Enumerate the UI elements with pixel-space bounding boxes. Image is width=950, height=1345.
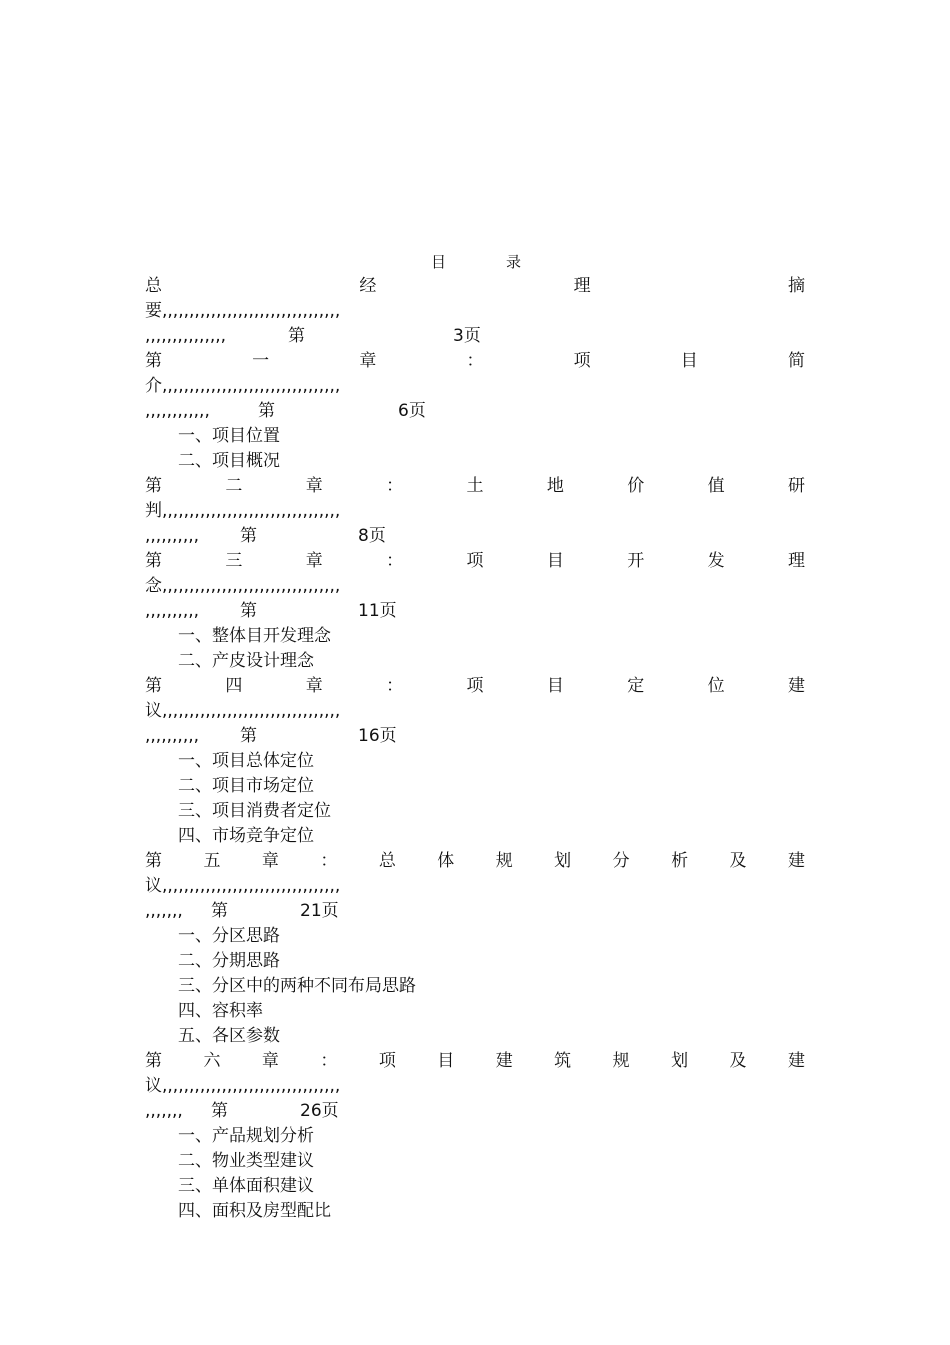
page-number: 26 (300, 1101, 322, 1121)
page-number: 21 (300, 901, 322, 921)
title-char: 规 (495, 851, 513, 871)
title-char: 值 (707, 476, 725, 496)
title-char: 议 (145, 701, 162, 721)
title-char: 定 (627, 676, 645, 696)
toc-subentry[interactable]: 二、物业类型建议 (178, 1151, 314, 1171)
title-char: 建 (495, 1051, 513, 1071)
title-char: 位 (707, 676, 725, 696)
toc-entry-chapter-5-page (145, 899, 805, 924)
title-char: 目 (546, 676, 564, 696)
toc-entry-chapter-2-cont (145, 499, 805, 524)
toc-entry-summary-cont (145, 299, 805, 324)
title-char: 析 (671, 851, 689, 871)
leader-dots: ,,,,,,,,,, (145, 726, 200, 746)
toc-subentry[interactable]: 二、产皮设计理念 (178, 651, 314, 671)
toc-entry-chapter-6-cont (145, 1074, 805, 1099)
title-char: 章 (305, 476, 323, 496)
title-char: 议 (145, 876, 162, 896)
leader-dots: ,,,,,,,,,,,,,,,,,,,,,,,,,,,,,,,,, (162, 301, 341, 321)
title-char: ： (320, 1051, 338, 1071)
toc-entry-chapter-4-title[interactable] (145, 674, 805, 699)
title-char: 第 (145, 851, 162, 871)
page-suffix: 页 (408, 401, 426, 421)
toc-entry-chapter-2-page (145, 524, 805, 549)
title-char: 介 (145, 376, 162, 396)
title-char: 划 (554, 851, 572, 871)
toc-entry-chapter-6-page (145, 1099, 805, 1124)
title-char: ： (386, 551, 404, 571)
title-char: 土 (466, 476, 484, 496)
title-char: 筑 (554, 1051, 572, 1071)
title-char: 建 (787, 1051, 805, 1071)
leader-dots: ,,,,,,, (145, 1101, 183, 1121)
title-char: 四 (225, 676, 243, 696)
title-char: 发 (707, 551, 725, 571)
title-char: 项 (466, 676, 484, 696)
title-char: 目 (546, 551, 564, 571)
toc-entry-chapter-4-cont (145, 699, 805, 724)
toc-subentry[interactable]: 一、整体目开发理念 (178, 626, 331, 646)
toc-entry-chapter-5-cont (145, 874, 805, 899)
title-char: 要 (145, 301, 162, 321)
toc-subentry[interactable]: 四、市场竞争定位 (178, 826, 314, 846)
title-char: 项 (378, 1051, 396, 1071)
title-char: 第 (145, 676, 162, 696)
toc-subentry[interactable]: 二、项目概况 (178, 451, 280, 471)
toc-entry-chapter-4-page (145, 724, 805, 749)
toc-entry-chapter-1-cont (145, 374, 805, 399)
title-char: 规 (612, 1051, 630, 1071)
toc-subentry[interactable]: 一、产品规划分析 (178, 1126, 314, 1146)
title-char: 及 (729, 851, 747, 871)
title-char: ： (386, 476, 404, 496)
toc-subentry[interactable]: 四、面积及房型配比 (178, 1201, 331, 1221)
page-word: 第 (211, 1101, 228, 1121)
title-char: 及 (729, 1051, 747, 1071)
title-char: 研 (788, 476, 805, 496)
toc-subentry[interactable]: 一、项目位置 (178, 426, 280, 446)
title-char: 目 (680, 351, 698, 371)
title-char: 五 (203, 851, 221, 871)
title-char: 简 (787, 351, 805, 371)
title-char: ： (466, 351, 484, 371)
toc-subentry[interactable]: 二、项目市场定位 (178, 776, 314, 796)
leader-dots: ,,,,,,,,,,,,,,,,,,,,,,,,,,,,,,,,, (162, 501, 341, 521)
leader-dots: ,,,,,,,,,,,,,,, (145, 326, 227, 346)
page-suffix: 页 (321, 1101, 339, 1121)
page-word: 第 (211, 901, 228, 921)
page-suffix: 页 (379, 601, 397, 621)
page-word: 第 (240, 601, 257, 621)
title-char: 判 (145, 501, 162, 521)
title-char: 六 (203, 1051, 221, 1071)
page-word: 第 (258, 401, 275, 421)
page-number: 11 (358, 601, 380, 621)
page-word: 第 (288, 326, 305, 346)
title-char: 章 (305, 551, 323, 571)
title-char: 章 (261, 1051, 279, 1071)
title-char: 总 (145, 276, 162, 296)
page-number: 8 (358, 526, 369, 546)
title-char: 建 (787, 851, 805, 871)
page-suffix: 页 (463, 326, 481, 346)
page-number: 16 (358, 726, 380, 746)
page-number: 6 (398, 401, 409, 421)
toc-subentry[interactable]: 一、项目总体定位 (178, 751, 314, 771)
title-char: 开 (627, 551, 645, 571)
page-number: 3 (453, 326, 464, 346)
title-char: 划 (671, 1051, 689, 1071)
title-char: 项 (466, 551, 484, 571)
toc-subentry[interactable]: 四、容积率 (178, 1001, 263, 1021)
title-char: 一 (252, 351, 270, 371)
title-char: 地 (546, 476, 564, 496)
toc-title-left: 目 (431, 253, 447, 271)
toc-subentry[interactable]: 三、项目消费者定位 (178, 801, 331, 821)
toc-entry-summary-page (145, 324, 805, 349)
title-char: 摘 (787, 276, 805, 296)
toc-subentry[interactable]: 三、分区中的两种不同布局思路 (178, 976, 416, 996)
title-char: 理 (788, 551, 805, 571)
title-char: 建 (788, 676, 805, 696)
toc-entry-chapter-3-title[interactable] (145, 549, 805, 574)
title-char: 理 (573, 276, 591, 296)
leader-dots: ,,,,,,,,,,,,,,,,,,,,,,,,,,,,,,,,, (162, 876, 341, 896)
title-char: 总 (378, 851, 396, 871)
leader-dots: ,,,,,,,,,,,,,,,,,,,,,,,,,,,,,,,,, (162, 376, 341, 396)
leader-dots: ,,,,,,,,,,,,,,,,,,,,,,,,,,,,,,,,, (162, 576, 341, 596)
toc-entry-summary-title[interactable] (145, 274, 805, 299)
title-char: 体 (437, 851, 455, 871)
title-char: 第 (145, 1051, 162, 1071)
toc-entry-chapter-5-title[interactable] (145, 849, 805, 874)
title-char: 念 (145, 576, 162, 596)
title-char: ： (320, 851, 338, 871)
title-char: 第 (145, 476, 162, 496)
toc-subentry[interactable]: 二、分期思路 (178, 951, 280, 971)
leader-dots: ,,,,,,,,,,,, (145, 401, 210, 421)
leader-dots: ,,,,,,,,,, (145, 526, 200, 546)
toc-entry-chapter-1-page (145, 399, 805, 424)
title-char: 经 (359, 276, 377, 296)
leader-dots: ,,,,,,,,,,,,,,,,,,,,,,,,,,,,,,,,, (162, 1076, 341, 1096)
title-char: 第 (145, 351, 162, 371)
page-word: 第 (240, 726, 257, 746)
page-suffix: 页 (321, 901, 339, 921)
title-char: 章 (305, 676, 323, 696)
toc-entry-chapter-3-cont (145, 574, 805, 599)
title-char: 议 (145, 1076, 162, 1096)
toc-subentry[interactable]: 五、各区参数 (178, 1026, 280, 1046)
page-suffix: 页 (368, 526, 386, 546)
toc-entry-chapter-3-page (145, 599, 805, 624)
title-char: 分 (612, 851, 630, 871)
toc-entry-chapter-1-title[interactable] (145, 349, 805, 374)
title-char: 三 (225, 551, 243, 571)
leader-dots: ,,,,,,, (145, 901, 183, 921)
toc-subentry[interactable]: 三、单体面积建议 (178, 1176, 314, 1196)
title-char: ： (386, 676, 404, 696)
page-suffix: 页 (379, 726, 397, 746)
toc-title-right: 录 (505, 253, 521, 271)
title-char: 第 (145, 551, 162, 571)
title-char: 价 (627, 476, 645, 496)
page-word: 第 (240, 526, 257, 546)
title-char: 章 (359, 351, 377, 371)
toc-subentry[interactable]: 一、分区思路 (178, 926, 280, 946)
title-char: 章 (261, 851, 279, 871)
leader-dots: ,,,,,,,,,,,,,,,,,,,,,,,,,,,,,,,,, (162, 701, 341, 721)
title-char: 二 (225, 476, 243, 496)
toc-title (431, 250, 521, 274)
toc-entry-chapter-6-title[interactable] (145, 1049, 805, 1074)
toc-entry-chapter-2-title[interactable] (145, 474, 805, 499)
leader-dots: ,,,,,,,,,, (145, 601, 200, 621)
title-char: 项 (573, 351, 591, 371)
title-char: 目 (437, 1051, 455, 1071)
